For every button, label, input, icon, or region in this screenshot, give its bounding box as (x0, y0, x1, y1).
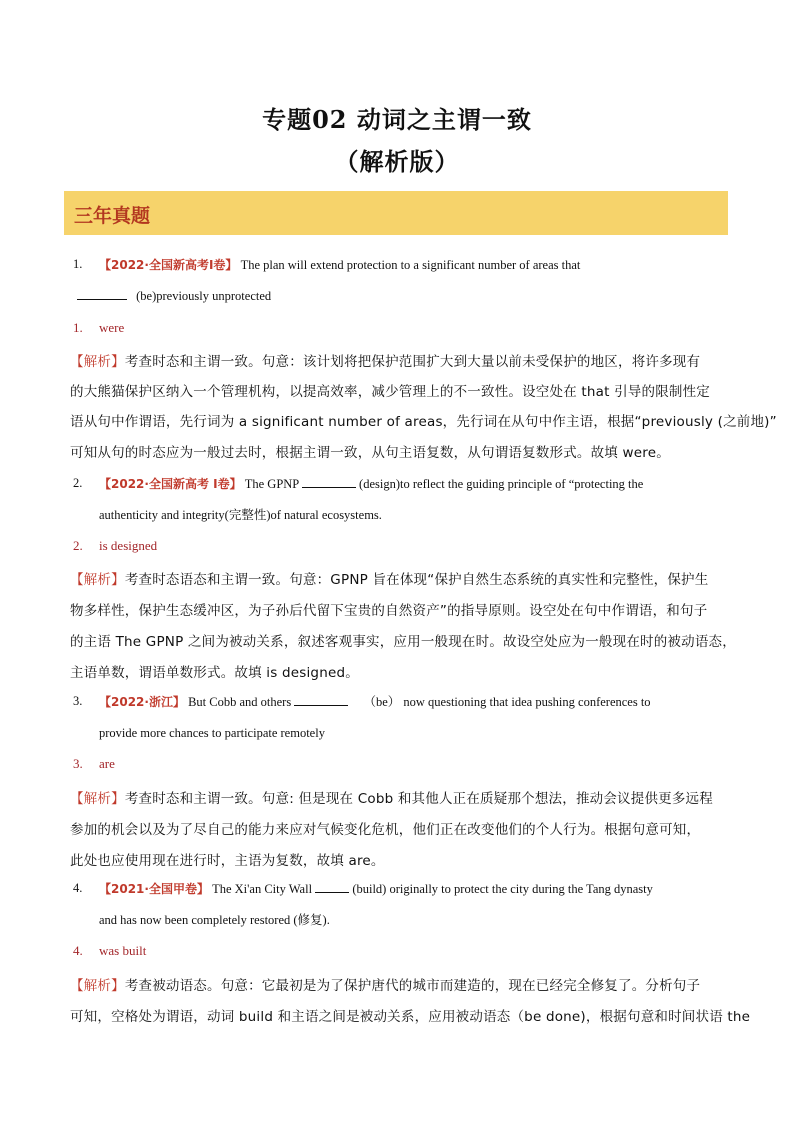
question-text: and has now been completely restored (修复). (99, 913, 330, 927)
question-number: 1. (73, 257, 83, 271)
question-source: 【2021·全国甲卷】 (99, 882, 209, 896)
explanation-line: 【解析】考查被动语态。句意：它最初是为了保护唐代的城市而建造的，现在已经完全修复了。分析句子 (70, 978, 701, 994)
explanation-line: 的大熊猫保护区纳入一个管理机构，以提高效率，减少管理上的不一致性。设空处在 that 引导的限制性定 (70, 384, 710, 400)
explanation-line: 【解析】考查时态和主谓一致。句意：该计划将把保护范围扩大到大量以前未受保护的地区，将许多现有 (70, 354, 701, 370)
page-title: 专题02 动词之主谓一致 (262, 105, 532, 134)
explanation-line: 可知从句的时态应为一般过去时，根据主谓一致，从句主语复数，从句谓语复数形式。故填 were。 (70, 445, 670, 461)
question-number: 2. (73, 476, 83, 490)
explanation-line: 可知，空格处为谓语，动词 build 和主语之间是被动关系，应用被动语态（be done)，根据句意和时间状语 the (70, 1009, 751, 1025)
answer-3 (73, 756, 115, 772)
explanation-line: 【解析】考查时态语态和主谓一致。句意：GPNP 旨在体现“保护自然生态系统的真实性和完整性，保护生 (70, 572, 709, 588)
question-text: (design)to reflect the guiding principle of “protecting the (359, 477, 644, 491)
question-source: 【2022·浙江】 (99, 695, 185, 709)
explanation-line: 的主语 The GPNP 之间为被动关系，叙述客观事实，应用一般现在时。故设空处应为一般现在时的被动语态， (70, 634, 736, 650)
section-banner (64, 191, 728, 235)
explanation-line: 参加的机会以及为了尽自己的能力来应对气候变化危机，他们正在改变他们的个人行为。根据句意可知， (70, 822, 701, 838)
question-number: 3. (73, 694, 83, 708)
explanation-text: 考查时态语态和主谓一致。句意：GPNP 旨在体现“保护自然生态系统的真实性和完整性，保护生 (124, 572, 709, 588)
answer-blank (294, 695, 348, 706)
question-2 (99, 476, 759, 492)
question-source: 【2022·全国新高考 I卷】 (99, 477, 242, 491)
answer-blank (302, 477, 356, 488)
explanation-line: 物多样性，保护生态缓冲区，为子孙后代留下宝贵的自然资产”的指导原则。设空处在句中作谓语，和句子 (70, 603, 708, 619)
question-text: The Xi'an City Wall (212, 882, 313, 896)
question-text: (be)previously unprotected (136, 289, 272, 303)
answer-2 (73, 538, 157, 554)
question-source: 【2022·全国新高考I卷】 (99, 258, 238, 272)
page-subtitle: （解析版） (334, 147, 460, 176)
explanation-line: 【解析】考查时态和主谓一致。句意: 但是现在 Cobb 和其他人正在质疑那个想法，推动会议提供更多远程 (70, 791, 713, 807)
question-3 (99, 694, 759, 710)
question-text: provide more chances to participate remotely (99, 726, 325, 740)
question-number: 4. (73, 881, 83, 895)
question-text: （be） now questioning that idea pushing conferences to (363, 695, 651, 709)
question-text: authenticity and integrity(完整性)of natural ecosystems. (99, 508, 382, 522)
explanation-text: 考查时态和主谓一致。句意: 但是现在 Cobb 和其他人正在质疑那个想法，推动会议提供更多远程 (124, 791, 713, 807)
section-title: 三年真题 (74, 205, 151, 227)
explanation-text: 考查时态和主谓一致。句意：该计划将把保护范围扩大到大量以前未受保护的地区，将许多现有 (124, 354, 701, 370)
answer-number: 4. (73, 943, 83, 958)
explanation-line: 此处也应使用现在进行时，主语为复数，故填 are。 (70, 853, 385, 869)
question-1 (99, 257, 759, 273)
question-text: (build) originally to protect the city during the Tang dynasty (352, 882, 653, 896)
answer-number: 3. (73, 756, 83, 771)
question-text: The GPNP (244, 477, 299, 491)
answer-blank (315, 882, 349, 893)
answer-number: 1. (73, 320, 83, 335)
answer-text: was built (99, 943, 147, 958)
explanation-line: 主语单数，谓语单数形式。故填 is designed。 (70, 665, 359, 681)
explanation-text: 考查被动语态。句意：它最初是为了保护唐代的城市而建造的，现在已经完全修复了。分析句子 (124, 978, 701, 994)
answer-text: are (99, 756, 115, 771)
question-text: But Cobb and others (188, 695, 292, 709)
answer-number: 2. (73, 538, 83, 553)
answer-blank (77, 289, 127, 300)
explanation-line: 语从句中作谓语，先行词为 a significant number of areas，先行词在从句中作主语，根据“previously (之前地)” (70, 414, 777, 430)
answer-text: is designed (99, 538, 158, 553)
answer-text: were (99, 320, 125, 335)
answer-1 (73, 320, 124, 336)
question-4 (99, 881, 759, 897)
question-1-line2 (77, 288, 737, 304)
question-text: The plan will extend protection to a significant number of areas that (240, 258, 581, 272)
answer-4 (73, 943, 146, 959)
